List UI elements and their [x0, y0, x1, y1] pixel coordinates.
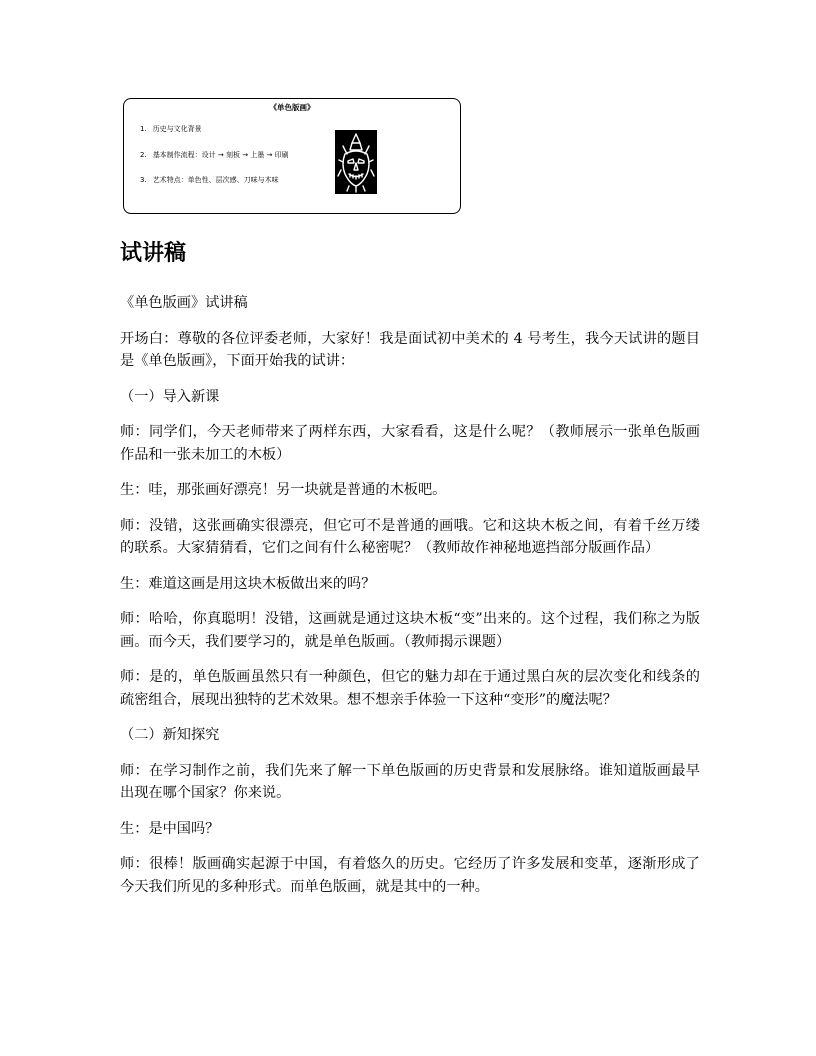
slide-list-item: [140, 150, 289, 160]
paragraph: 生：是中国吗？: [120, 820, 220, 837]
slide-item-number: 3.: [140, 176, 147, 184]
document-body: [120, 292, 700, 911]
paragraph: 师：没错，这张画确实很漂亮，但它可不是普通的画哦。它和这块木板之间，有着千丝万缕的联系。大家猜猜看，它们之间有什么秘密呢？（教师故作神秘地遮挡部分版画作品）: [120, 517, 700, 556]
paragraph: 师：很棒！版画确实起源于中国，有着悠久的历史。它经历了许多发展和变革，逐渐形成了今天我们所见的多种形式。而单色版画，就是其中的一种。: [120, 856, 700, 895]
paragraph: 生：难道这画是用这块木板做出来的吗？: [120, 575, 376, 592]
section-heading: （一）导入新课: [120, 388, 220, 405]
slide-item-text: 艺术特点：单色性、层次感、刀味与木味: [152, 176, 279, 184]
slide-title: 《单色版画》: [269, 103, 315, 112]
paragraph: 生：哇，那张画好漂亮！另一块就是普通的木板吧。: [120, 482, 447, 498]
slide-thumbnail: [123, 98, 461, 214]
slide-item-text: 历史与文化背景: [152, 125, 202, 133]
slide-item-number: 2.: [140, 151, 147, 159]
slide-list-item: [140, 175, 279, 185]
slide-item-number: 1.: [140, 125, 147, 133]
woodcut-mask-icon: [335, 130, 377, 194]
document-title: 试讲稿: [120, 241, 187, 266]
paragraph: 师：哈哈，你真聪明！没错，这画就是通过这块木板“变”出来的。这个过程，我们称之为版画。而今天，我们要学习的，就是单色版画。（教师揭示课题）: [120, 611, 700, 650]
paragraph: 师：在学习制作之前，我们先来了解一下单色版画的历史背景和发展脉络。谁知道版画最早出现在哪个国家？你来说。: [120, 762, 700, 801]
paragraph: 师：是的，单色版画虽然只有一种颜色，但它的魅力却在于通过黑白灰的层次变化和线条的疏密组合，展现出独特的艺术效果。想不想亲手体验一下这种“变形”的魔法呢？: [120, 669, 700, 708]
paragraph: 开场白：尊敬的各位评委老师，大家好！我是面试初中美术的 4 号考生，我今天试讲的题目是《单色版画》，下面开始我的试讲：: [120, 330, 700, 369]
slide-list-item: [140, 124, 202, 134]
section-heading: （二）新知探究: [120, 727, 220, 743]
slide-item-text: 基本制作流程：设计 → 刻板 → 上墨 → 印刷: [152, 151, 289, 159]
paragraph: 师：同学们，今天老师带来了两样东西，大家看看，这是什么呢？（教师展示一张单色版画作品和一张未加工的木板）: [120, 424, 700, 463]
paragraph: 《单色版画》试讲稿: [120, 295, 248, 311]
